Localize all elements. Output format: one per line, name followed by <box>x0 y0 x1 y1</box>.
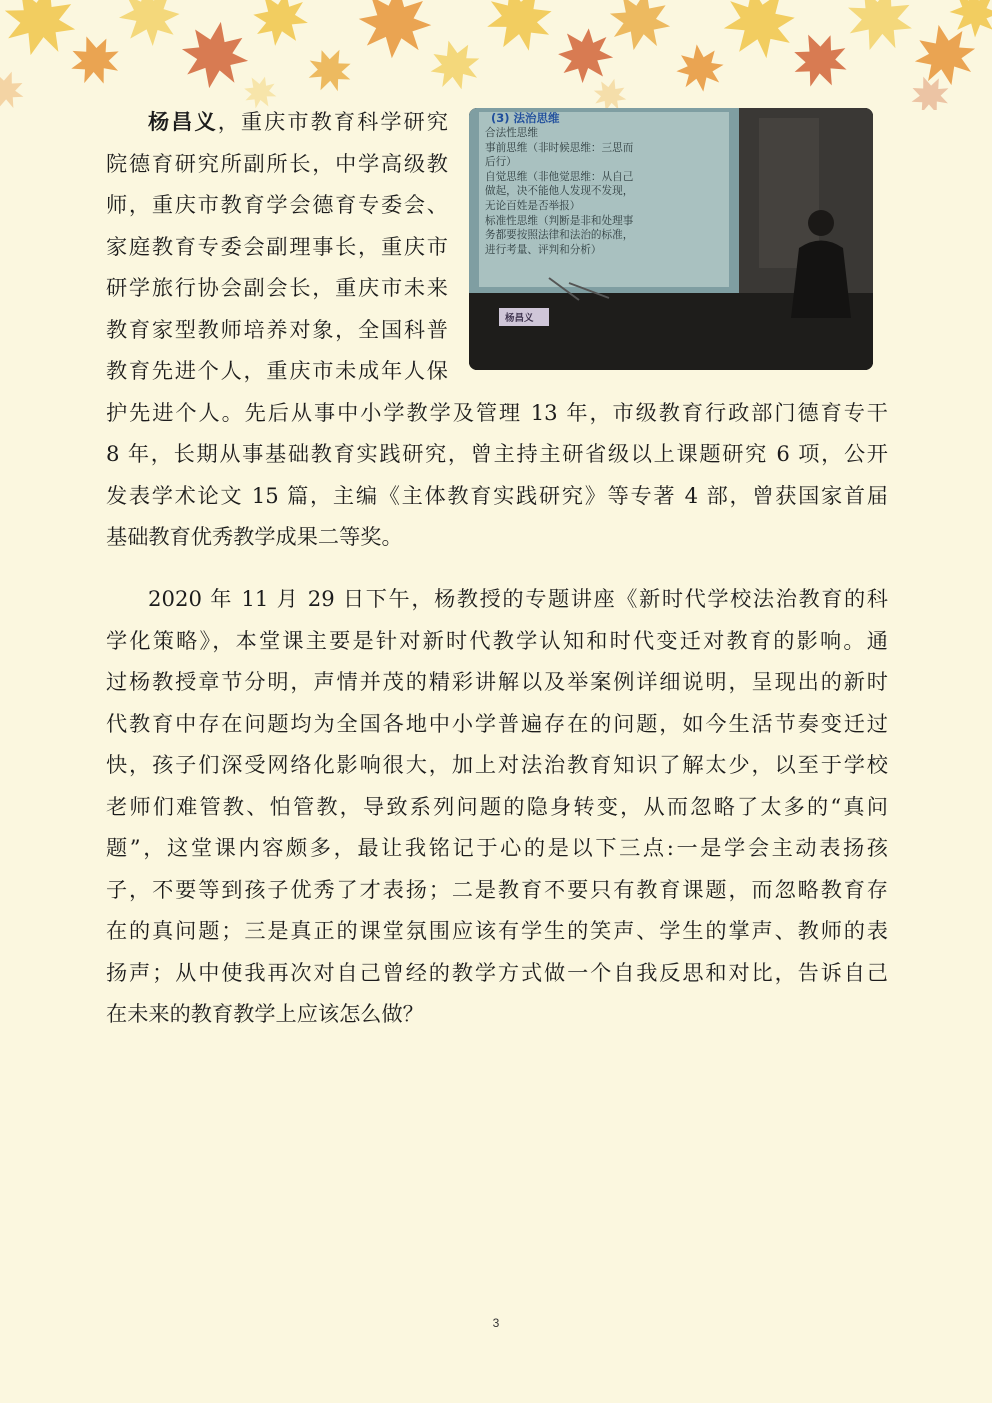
text-line: 学化策略》，本堂课主要是针对新时代教学认知和时代变迁对教育的影响。通 <box>106 627 888 653</box>
slide-title: (3) 法治思维 <box>491 111 560 125</box>
text-line-content: ，重庆市教育科学研究 <box>217 109 448 134</box>
text-line: 过杨教授章节分明，声情并茂的精彩讲解以及举案例详细说明，呈现出的新时 <box>106 669 888 694</box>
slide-line: 合法性思维 <box>485 127 538 139</box>
text-line: 教育家型教师培养对象，全国科普 <box>106 316 448 342</box>
autumn-leaves-decoration <box>0 0 992 110</box>
text-line: 基础教育优秀教学成果二等奖。 <box>106 524 403 549</box>
slide-line: 无论百姓是否举报） <box>485 199 581 212</box>
text-line: 院德育研究所副所长，中学高级教 <box>106 150 448 176</box>
text-line: 老师们难管教、怕管教，导致系列问题的隐身转变，从而忽略了太多的“真问 <box>106 793 888 819</box>
page-number: 3 <box>492 1316 500 1330</box>
nameplate-text: 杨昌义 <box>505 313 534 324</box>
text-line: 家庭教育专委会副理事长，重庆市 <box>106 233 448 259</box>
text-line: 2020 年 11 月 29 日下午，杨教授的专题讲座《新时代学校法治教育的科 <box>148 586 888 611</box>
slide-line: 做起，决不能他人发现不发现， <box>485 185 634 198</box>
text-line: 在未来的教育教学上应该怎么做？ <box>106 1001 424 1026</box>
text-line: 快，孩子们深受网络化影响很大，加上对法治教育知识了解太少，以至于学校 <box>106 752 888 777</box>
text-line: 题”，这堂课内容颇多，最让我铭记于心的是以下三点:一是学会主动表扬孩 <box>106 835 888 860</box>
text-line: 教育先进个人，重庆市未成年人保 <box>106 358 448 383</box>
text-line: 师，重庆市教育学会德育专委会、 <box>106 192 448 217</box>
slide-line: 标准性思维（判断是非和处理事 <box>485 214 634 227</box>
slide-line: 事前思维（非时候思维：三思而 <box>485 141 634 154</box>
text-line: 在的真问题；三是真正的课堂氛围应该有学生的笑声、学生的掌声、教师的表 <box>106 918 888 943</box>
author-name: 杨昌义 <box>148 109 218 134</box>
bio-paragraph <box>106 101 888 558</box>
slide-line: 务都要按照法律和法治的标准， <box>485 229 634 242</box>
text-line: 发表学术论文 15 篇，主编《主体教育实践研究》等专著 4 部，曾获国家首届 <box>106 482 888 508</box>
text-line: 护先进个人。先后从事中小学教学及管理 13 年，市级教育行政部门德育专干 <box>106 399 888 425</box>
text-line: 扬声；从中使我再次对自己曾经的教学方式做一个自我反思和对比，告诉自己 <box>106 959 888 985</box>
slide-line: 进行考量、评判和分析） <box>485 243 602 256</box>
slide-line: 自觉思维（非他觉思维：从自己 <box>485 170 634 183</box>
slide-line: 后行） <box>485 156 517 169</box>
text-line: 子，不要等到孩子优秀了才表扬；二是教育不要只有教育课题，而忽略教育存 <box>106 876 888 902</box>
text-line <box>106 101 448 143</box>
text-line: 代教育中存在问题均为全国各地中小学普遍存在的问题，如今生活节奏变迁过 <box>106 710 888 736</box>
lecture-paragraph <box>106 578 888 1035</box>
text-line: 研学旅行协会副会长，重庆市未来 <box>106 275 448 300</box>
text-line: 8 年，长期从事基础教育实践研究，曾主持主研省级以上课题研究 6 项，公开 <box>106 441 888 466</box>
